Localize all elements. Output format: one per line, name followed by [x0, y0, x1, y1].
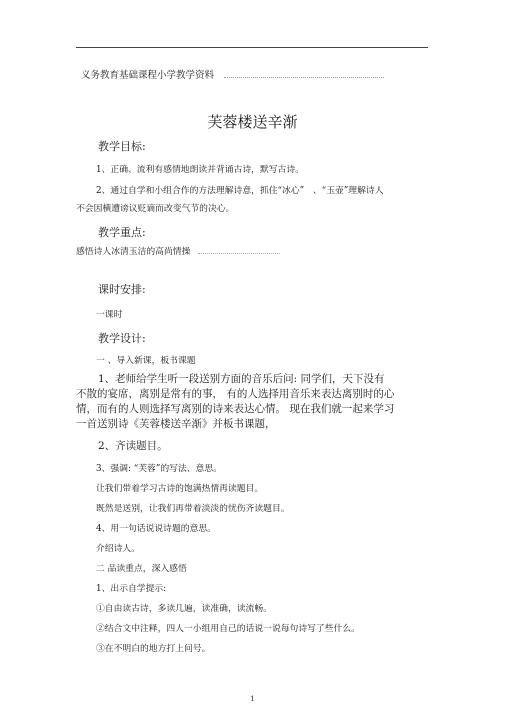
part-2-circle-1: ①自由读古诗，多读几遍，读准确，读流畅。	[96, 604, 272, 614]
part-2-item-1: 1、出示自学提示:	[96, 584, 167, 594]
goal-item-1: 1、正确、流利有感情地朗读并背诵古诗，默写古诗。	[96, 165, 304, 175]
step-4-line-c: 介绍诗人。	[96, 544, 140, 554]
focus-heading: 教学重点:	[98, 226, 146, 239]
part-2-circle-2: ②结合文中注释，四人一小组用自己的话说一说每句诗写了些什么。	[96, 624, 360, 634]
header-rule	[76, 47, 428, 48]
step-3-line-b: 既然是送别，让我们再带着淡淡的忧伤齐读题目。	[96, 504, 290, 514]
header	[81, 67, 384, 81]
focus-dotted-leader	[198, 245, 280, 254]
step-2: 2、齐读题目。	[98, 440, 168, 452]
intro-line-3: 情，而有的人则选择写离别的诗来表达心情。 现在我们就一起来学习	[76, 403, 395, 415]
design-heading: 教学设计:	[98, 332, 146, 345]
intro-line-4: 一首送别诗《芙蓉楼送辛渐》并板书课题，	[76, 418, 276, 430]
schedule-heading: 课时安排:	[98, 283, 146, 296]
header-text: 义务教育基础课程小学教学资料	[81, 70, 215, 81]
intro-line-2: 不散的宴席，离别是常有的事， 有的人选择用音乐来表达离别时的心	[76, 388, 395, 400]
goal-item-2-cont: 不会因横遭谤议贬谪而改变气节的决心。	[76, 204, 235, 214]
header-dotted-leader	[224, 69, 384, 78]
design-part-1: 一 、导入新课，板书课题	[96, 356, 196, 366]
part-2-circle-3: ③在不明白的地方打上问号。	[96, 644, 211, 654]
step-3-line-a: 让我们带着学习古诗的饱满热情再读题目。	[96, 484, 264, 494]
document-title: 芙蓉楼送辛渐	[207, 113, 298, 131]
schedule-text: 一课时	[96, 310, 123, 320]
goal-item-2: 2、通过自学和小组合作的方法理解诗意，抓住“冰心” 、“玉壶”理解诗人	[96, 186, 384, 196]
focus-text-label: 感悟诗人冰清玉洁的高尚情操	[76, 247, 191, 257]
focus-text	[76, 244, 280, 257]
step-3: 3、强调: “芙蓉”的写法、意思。	[96, 464, 222, 474]
step-4: 4、用一句话说说诗题的意思。	[96, 524, 216, 534]
goals-heading: 教学目标:	[98, 140, 146, 153]
page-number: 1	[250, 695, 255, 703]
design-part-2: 二 品读重点，深入感悟	[96, 564, 187, 574]
intro-line-1: 1、老师给学生听一段送别方面的音乐后问: 同学们，天下没有	[98, 373, 385, 385]
